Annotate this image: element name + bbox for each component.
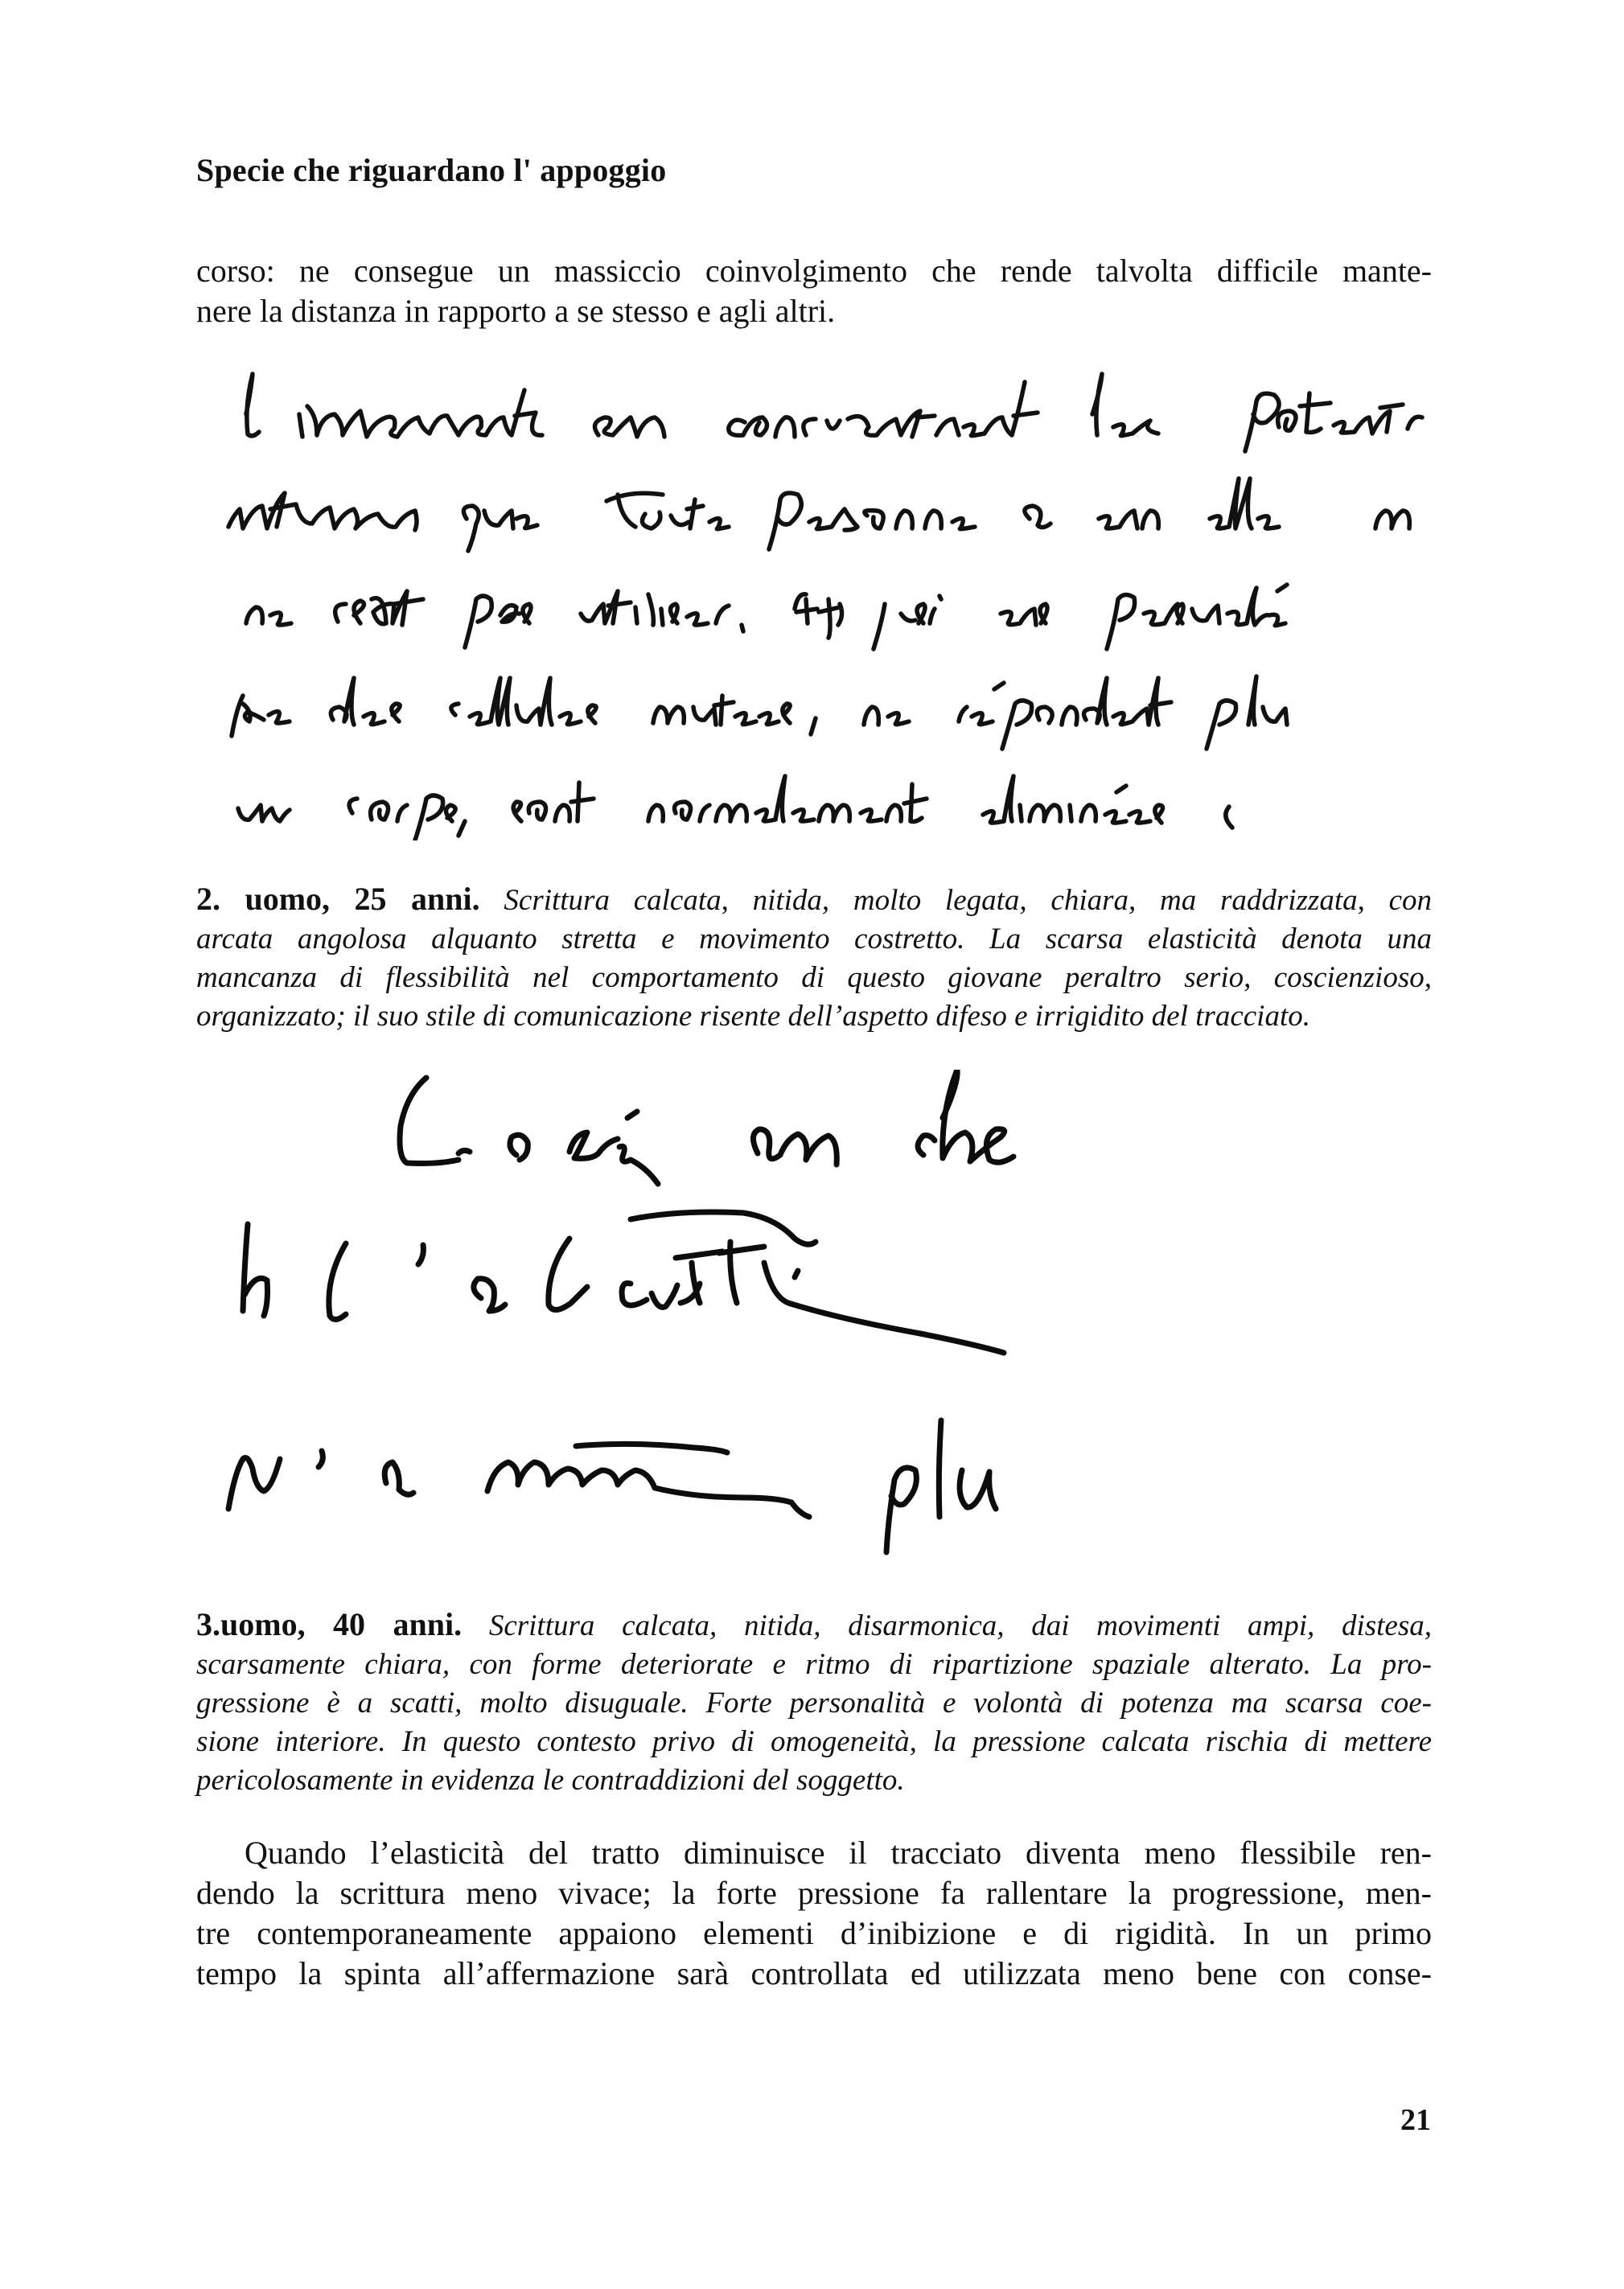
caption-specimen-2 [196, 880, 1432, 1036]
caption-text: scarsamente chiara, con forme deteriorate e ritmo di ripartizione spaziale alterato. La pro- [196, 1648, 1432, 1681]
opening-paragraph [196, 251, 1432, 331]
caption-text: arcata angolosa alquanto stretta e movimento costretto. La scarsa elasticità denota una [196, 923, 1432, 955]
handwriting-specimen-1 [196, 358, 1432, 840]
caption-line [196, 959, 1432, 997]
paragraph-line: dendo la scrittura meno vivace; la forte pressione fa rallentare la progressione, men- [196, 1875, 1432, 1911]
caption-text: sione interiore. In questo contesto privo di omogeneità, la pressione calcata rischia di mettere [196, 1725, 1432, 1758]
handwriting-specimen-2 [196, 1070, 1432, 1584]
specimen-1-line-3 [246, 585, 1287, 649]
paragraph-text: Quando l’elasticità del tratto diminuisce il tracciato diventa meno flessibile ren- [245, 1835, 1432, 1871]
paragraph-line: corso: ne consegue un massiccio coinvolgimento che rende talvolta difficile mante- [196, 253, 1432, 289]
page-number: 21 [1400, 2103, 1431, 2137]
paragraph-line: tempo la spinta all’affermazione sarà controllata ed utilizzata meno bene con conse- [196, 1955, 1432, 1991]
caption-specimen-3 [196, 1605, 1432, 1800]
caption-text: gressione è a scatti, molto disuguale. Forte personalità e volontà di potenza ma scarsa coe- [196, 1687, 1432, 1720]
caption-text: Scrittura calcata, nitida, disarmonica, dai movimenti ampi, distesa, [488, 1609, 1433, 1642]
caption-text: mancanza di flessibilità nel comportamento di questo giovane peraltro serio, coscienzioso, [196, 961, 1432, 994]
caption-line [196, 1646, 1432, 1684]
caption-line [196, 997, 1432, 1036]
caption-line [196, 1761, 1432, 1800]
caption-line [196, 1605, 1432, 1646]
specimen-2-line-2 [243, 1212, 1004, 1353]
caption-text: Scrittura calcata, nitida, molto legata, chiara, ma raddrizzata, con [504, 884, 1433, 917]
caption-line [196, 880, 1432, 920]
specimen-2-line-3 [228, 1420, 996, 1552]
caption-lead: 3.uomo, 40 anni. [196, 1606, 463, 1642]
running-head: Specie che riguardano l' appoggio [196, 152, 667, 188]
specimen-1-line-1 [246, 374, 1422, 451]
handwriting-specimen-2-image [196, 1070, 1432, 1584]
specimen-1-line-4 [232, 676, 1287, 749]
paragraph-line: tre contemporaneamente appaiono elementi d’inibizione e di rigidità. In un primo [196, 1915, 1432, 1951]
specimen-2-line-1 [400, 1070, 1013, 1184]
caption-line [196, 920, 1432, 959]
caption-text: pericolosamente in evidenza le contraddizioni del soggetto. [196, 1764, 905, 1797]
caption-lead: 2. uomo, 25 anni. [196, 881, 480, 917]
caption-line [196, 1723, 1432, 1761]
specimen-1-line-5 [238, 776, 1232, 840]
caption-line [196, 1684, 1432, 1723]
caption-text: organizzato; il suo stile di comunicazione risente dell’aspetto difeso e irrigidito del tracciato. [196, 1000, 1310, 1033]
handwriting-specimen-1-image [196, 358, 1432, 840]
paragraph-line: nere la distanza in rapporto a se stesso e agli altri. [196, 293, 836, 329]
closing-paragraph [196, 1833, 1432, 1994]
specimen-1-line-2 [228, 479, 1409, 551]
paragraph-line [196, 1833, 1432, 1873]
